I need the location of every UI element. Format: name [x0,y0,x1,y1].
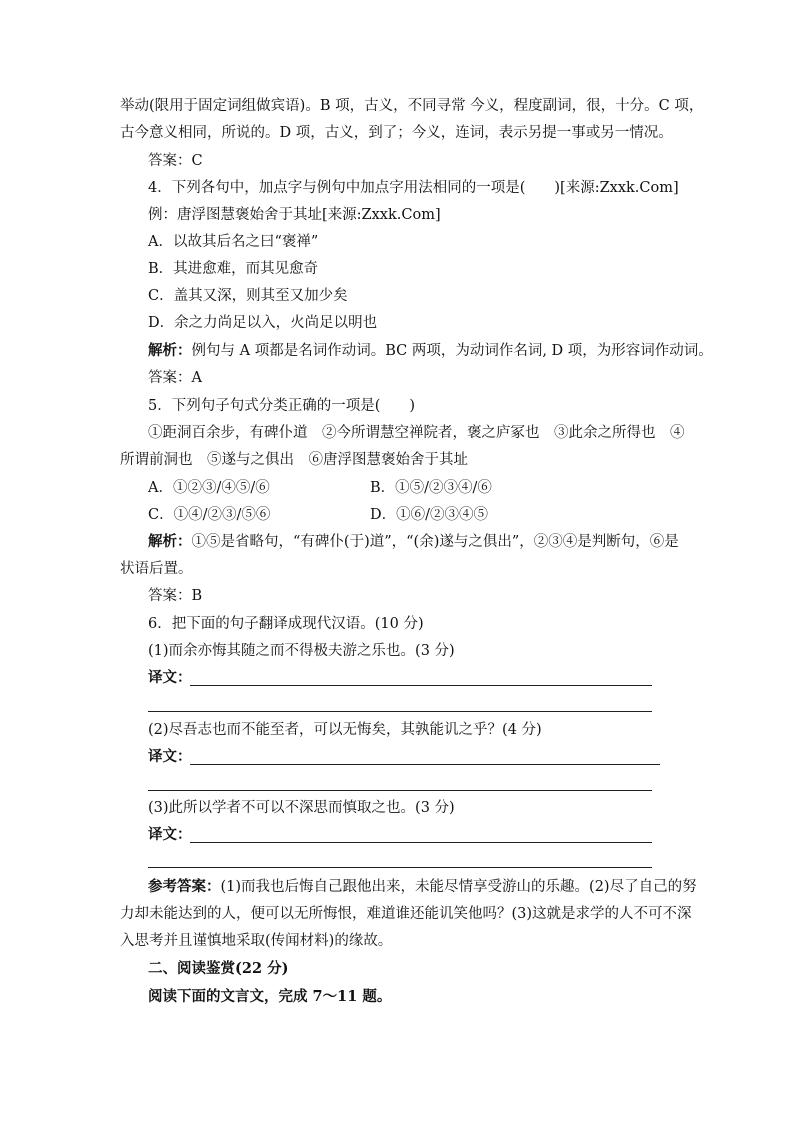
option-a: A．①②③/④⑤/⑥ [148,480,270,496]
translation-label: 译文： [148,826,192,843]
option-b: B．其进愈难，而其见愈奇 [148,261,319,277]
option-a: A．以故其后名之曰“褒禅” [148,234,319,250]
translation-label: 译文： [148,748,192,765]
option-d: D．余之力尚足以入，火尚足以明也 [148,315,378,331]
explanation-text: ①⑤是省略句，“有碑仆(于)道”，“(余)遂与之俱出”，②③④是判断句，⑥是 [191,534,679,550]
question-5: 5．下列句子句式分类正确的一项是( ) [148,398,416,414]
option-b: B．①⑤/②③④/⑥ [370,480,492,496]
text-line: 举动(限用于固定词组做宾语)。B 项，古义，不同寻常 今义，程度副词，很，十分。C 项， [120,98,704,114]
answer-line: 答案：C [148,153,203,169]
reference-label: 参考答案： [148,878,221,895]
translate-sentence-2: (2)尽吾志也而不能至者，可以无悔矣，其孰能讥之乎？(4 分) [148,722,542,738]
explanation-4 [148,341,713,361]
answer-blank[interactable] [190,842,652,843]
option-row [148,478,708,498]
question-5-sentences: ①距洞百余步，有碑仆道 ②今所谓慧空禅院者，褒之庐冢也 ③此余之所得也 ④ [148,425,685,441]
translate-sentence-3: (3)此所以学者不可以不深思而慎取之也。(3 分) [148,800,455,816]
reference-text: (1)而我也后悔自己跟他出来，未能尽情享受游山的乐趣。(2)尽了自己的努 [220,879,697,895]
option-c: C．①④/②③/⑤⑥ [148,507,271,523]
explanation-label: 解析： [148,533,192,550]
question-4-example: 例：唐浮图慧褒始舍于其址[来源:Zxxk.Com] [148,207,441,223]
option-c: C．盖其又深，则其至又加少矣 [148,288,348,304]
reference-answer-cont: 力却未能达到的人，便可以无所悔恨，难道谁还能讥笑他吗？(3)这就是求学的人不可不深 [120,906,692,922]
reference-answer-cont: 入思考并且谨慎地采取(传闻材料)的缘故。 [120,933,393,949]
translate-sentence-1: (1)而余亦悔其随之而不得极夫游之乐也。(3 分) [148,643,455,659]
explanation-5 [148,532,708,552]
section-heading: 二、阅读鉴赏(22 分) [148,960,289,977]
question-4: 4．下列各句中，加点字与例句中加点字用法相同的一项是( )[来源:Zxxk.Com] [148,180,679,196]
option-d: D．①⑥/②③④⑤ [370,507,489,523]
option-row [148,505,708,525]
answer-blank[interactable] [148,867,652,868]
text-line: 古今意义相同，所说的。D 项，古义，到了；今义，连词，表示另提一事或另一情况。 [120,125,673,141]
answer-blank[interactable] [190,764,660,765]
answer-blank[interactable] [190,685,652,686]
answer-line: 答案：B [148,588,203,604]
explanation-label: 解析： [148,342,192,359]
section-instruction: 阅读下面的文言文，完成 7～11 题。 [148,988,392,1005]
question-5-sentences: 所谓前洞也 ⑤遂与之俱出 ⑥唐浮图慧褒始舍于其址 [120,452,468,468]
explanation-text: 例句与 A 项都是名词作动词。BC 两项，为动词作名词, D 项，为形容词作动词。 [191,343,713,359]
explanation-5-cont: 状语后置。 [120,561,193,577]
answer-line: 答案：A [148,370,202,386]
translation-label: 译文： [148,669,192,686]
question-6: 6．把下面的句子翻译成现代汉语。(10 分) [148,616,424,632]
answer-blank[interactable] [148,790,652,791]
answer-blank[interactable] [148,711,652,712]
reference-answer [148,877,708,897]
